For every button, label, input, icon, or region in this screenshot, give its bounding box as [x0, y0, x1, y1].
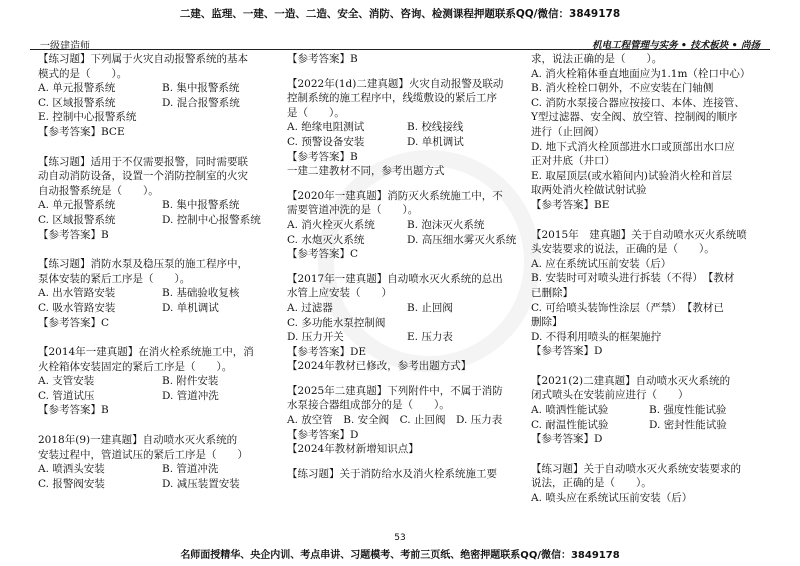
question-text: 闭式喷头在安装前应进行（ ）: [531, 389, 689, 402]
header-right-title: 机电工程管理与实务 • 技术板块 • 尚扬: [592, 40, 760, 51]
option: C. 区域报警系统: [38, 213, 116, 226]
bottom-banner: 名师面授精华、央企内训、考点串讲、习题模考、考前三页纸、绝密押题联系QQ/微信：3849178: [180, 550, 620, 561]
options: [287, 301, 527, 316]
options: [287, 120, 527, 149]
option: D. 单机调试: [407, 135, 464, 148]
option: C. 管道试压: [38, 389, 95, 402]
option: A. 消火栓箱体垂直地面应为1.1m（栓口中心）: [531, 67, 751, 80]
option: B. 基础验收复核: [162, 287, 240, 300]
answer: 【参考答案】D: [531, 345, 603, 358]
header-rule: [30, 49, 770, 50]
question-text: 【2015年 建真题】关于自动喷水灭火系统喷: [531, 228, 747, 241]
question-text: 安装过程中，管道试压的紧后工序是（ ）: [38, 448, 248, 461]
header-left-title: 一级建造师: [40, 41, 90, 52]
option: B. 集中报警系统: [162, 199, 240, 212]
options: [38, 81, 286, 110]
options: [38, 374, 286, 403]
answer: 【参考答案】B: [287, 53, 358, 65]
answer: 【参考答案】BE: [531, 198, 610, 211]
option: B. 安装时可对喷头进行拆装（不得） 【教材: [531, 272, 735, 285]
option: D. 不得利用喷头的框架施拧: [531, 330, 662, 343]
answer: 【参考答案】B: [38, 404, 109, 417]
option: A. 喷头应在系统试压前安装（后）: [531, 492, 693, 505]
option: C. 报警阀安装: [38, 477, 105, 490]
option: D. 管道冲洗: [162, 389, 219, 402]
question-text: 【2022年(1d)二建真题】火灾自动报警及联动: [287, 77, 504, 90]
question-text: 动自动消防设备，设置一个消防控制室的火灾: [38, 170, 248, 183]
question-text: 泵体安装的紧后工序是（ ）。: [38, 272, 191, 285]
question-text: 【练习题】关于消防给水及消火栓系统施工要: [287, 467, 497, 480]
option: D. 控制中心报警系统: [162, 213, 261, 226]
answer: 【参考答案】B: [287, 150, 358, 163]
answer: 【参考答案】DE: [287, 345, 367, 358]
option: D. 地下式消火栓顶部进水口或顶部出水口应: [531, 140, 735, 153]
option: D. 密封性能试验: [649, 418, 727, 431]
option: A. 单元报警系统: [38, 82, 116, 95]
answer: 【参考答案】B: [38, 228, 109, 241]
question-text: 水管上应安装（ ）: [287, 287, 392, 300]
options: [38, 198, 286, 227]
options: [38, 286, 286, 315]
option: B. 强度性能试验: [649, 404, 727, 417]
question-text: 求，说法正确的是（ ）。: [531, 53, 663, 65]
question-text: 【练习题】适用于不仅需要报警，同时需要联: [38, 155, 248, 168]
question-text: 【练习题】下列属于火灾自动报警系统的基本: [38, 53, 248, 65]
question-text: 控制系统的施工程序中，线缆敷设的紧后工序: [287, 92, 497, 105]
question-text: 【2025年二建真题】下列附件中，不属于消防: [287, 384, 503, 397]
option: 正对井底（井口）: [531, 155, 615, 168]
option: A. 过滤器: [287, 301, 333, 314]
option: A. 出水管路安装: [38, 287, 116, 300]
column-3: [531, 52, 767, 506]
option: C. 预警设备安装: [287, 135, 365, 148]
note: 【2024年教材新增知识点】: [287, 443, 419, 456]
question-text: 说法，正确的是（ ）。: [531, 477, 652, 490]
column-1: [38, 52, 286, 491]
option: A. 绝缘电阻测试: [287, 121, 365, 134]
option: C. 区域报警系统: [38, 96, 116, 109]
option: D. 混合报警系统: [162, 96, 240, 109]
option: A. 单元报警系统: [38, 199, 116, 212]
option: D. 压力开关: [287, 331, 344, 344]
answer: 【参考答案】D: [531, 433, 603, 446]
note: 【2024年教材已修改，参考出题方式】: [287, 360, 472, 373]
option: 取两处消火栓做试射试验: [531, 184, 647, 197]
option: 删除】: [531, 316, 563, 329]
option: D. 高压细水雾灭火系统: [407, 233, 517, 246]
question-text: 模式的是（ ）。: [38, 67, 128, 80]
options: [38, 462, 286, 491]
option: E. 控制中心报警系统: [38, 111, 137, 124]
option: B. 附件安装: [162, 375, 219, 388]
option: D. 单机调试: [162, 301, 219, 314]
question-text: 水泵接合器组成部分的是（ ）。: [287, 399, 450, 412]
answer: 【参考答案】D: [287, 428, 359, 441]
option: A. 喷洒性能试验: [531, 404, 609, 417]
question-text: 【2020年一建真题】消防灭火系统施工中，不: [287, 189, 503, 202]
question-text: 需要管道冲洗的是（ ）。: [287, 204, 419, 217]
option: A. 消火栓灭火系统: [287, 218, 375, 231]
option: A. 喷洒头安装: [38, 463, 105, 476]
options: [287, 218, 527, 247]
option: A. 应在系统试压前安装（后）: [531, 257, 672, 270]
question-text: 【2017年一建真题】自动喷水灭火系统的总出: [287, 272, 503, 285]
option: C. 吸水管路安装: [38, 301, 116, 314]
option: 已删除】: [531, 286, 573, 299]
option: B. 校线接线: [407, 121, 464, 134]
option: Y型过滤器、安全阀、放空管、控制阀的顺序: [531, 111, 738, 124]
option: A. 放空管 B. 安全阀 C. 止回阀 D. 压力表: [287, 414, 503, 427]
question-text: 【2014年一建真题】在消火栓系统施工中，消: [38, 346, 254, 359]
top-banner: 二建、监理、一建、一造、二造、安全、消防、咨询、检测课程押题联系QQ/微信：3849178: [179, 8, 621, 20]
question-text: 是（ ）。: [287, 106, 345, 119]
option: D. 减压装置安装: [162, 477, 240, 490]
answer: 【参考答案】C: [38, 316, 110, 329]
option: C. 多功能水泵控制阀: [287, 316, 386, 329]
question-text: 自动报警系统是（ ）。: [38, 184, 159, 197]
option: B. 泡沫灭火系统: [407, 218, 485, 231]
question-text: 【2021(2)二建真题】自动喷水灭火系统的: [531, 374, 731, 387]
question-text: 【练习题】关于自动喷水灭火系统安装要求的: [531, 462, 741, 475]
note: 一建二建教材不同，参考出题方式: [287, 165, 445, 178]
options: [287, 330, 527, 345]
options: [531, 403, 767, 432]
option: B. 集中报警系统: [162, 82, 240, 95]
option: C. 耐温性能试验: [531, 418, 609, 431]
option: C. 水炮灭火系统: [287, 233, 365, 246]
option: C. 可给喷头装饰性涂层（严禁） 【教材已: [531, 301, 724, 314]
answer: 【参考答案】BCE: [38, 125, 125, 138]
option: B. 消火栓栓口朝外，不应安装在门轴侧: [531, 82, 714, 95]
question-text: 2018年(9)一建真题】自动喷水灭火系统的: [38, 434, 238, 447]
option: E. 取屋顶层(或水箱间内)试验消火栓和首层: [531, 169, 733, 182]
option: 进行（止回阀）: [531, 125, 605, 138]
question-text: 火栓箱体安装固定的紧后工序是（ ）。: [38, 360, 233, 373]
option: B. 止回阀: [407, 301, 453, 314]
option: A. 支管安装: [38, 375, 95, 388]
question-text: 【练习题】消防水泵及稳压泵的施工程序中，: [38, 258, 248, 271]
option: B. 管道冲洗: [162, 463, 219, 476]
question-text: 头安装要求的说法，正确的是（ ）。: [531, 243, 715, 256]
option: E. 压力表: [407, 331, 453, 344]
answer: 【参考答案】C: [287, 248, 359, 261]
column-2: [287, 52, 527, 481]
page-number: 53: [394, 533, 406, 543]
option: C. 消防水泵接合器应按接口、本体、连接管、: [531, 96, 745, 109]
